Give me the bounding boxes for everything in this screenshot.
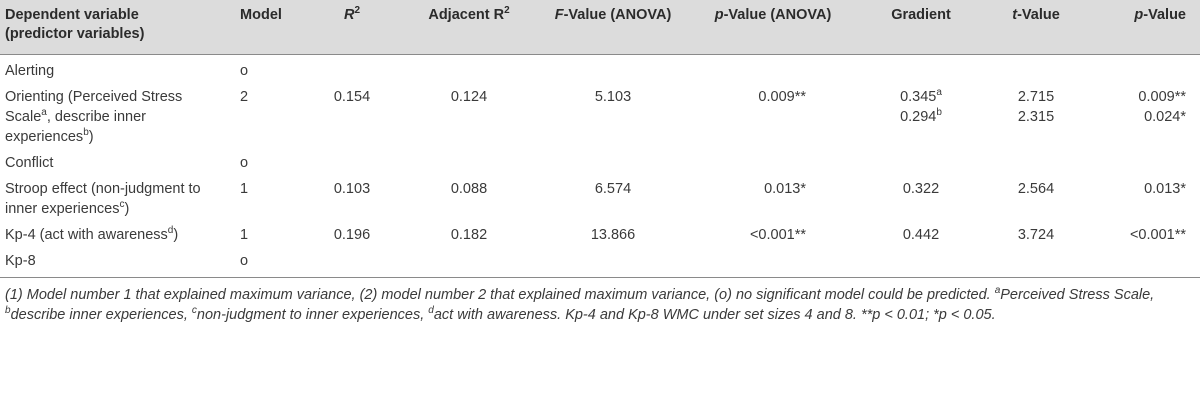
table-row-stroop <box>0 176 1200 222</box>
cell-p <box>1088 84 1200 150</box>
cell-variable-sup-b: b <box>83 127 89 139</box>
cell-p-anova: <0.001** <box>749 227 806 243</box>
cell-variable-sup-a: a <box>41 107 47 119</box>
table-footnote <box>0 278 1200 325</box>
cell-p-anova: 0.013* <box>764 181 806 197</box>
header-dependent-variable <box>0 0 218 55</box>
cell-p-a: 0.009** <box>1138 89 1186 105</box>
cell-t: 2.564 <box>1017 181 1055 197</box>
cell-gradient-b: 0.294 <box>900 109 937 125</box>
table-row-kp8 <box>0 248 1200 278</box>
header-r2 <box>304 0 400 55</box>
cell-p-anova: 0.009** <box>758 89 806 105</box>
header-p-anova-text: -Value (ANOVA) <box>723 7 832 23</box>
footnote-sup-c: c <box>191 304 197 316</box>
header-t-text: -Value <box>1017 7 1060 23</box>
cell-variable: Kp-8 <box>0 248 218 278</box>
cell-model: o <box>240 63 249 79</box>
header-f-value <box>538 0 688 55</box>
cell-model: 1 <box>240 181 249 197</box>
header-model: Model <box>218 0 304 55</box>
footnote-a-text: Perceived Stress Scale, <box>1000 287 1155 303</box>
header-r2-sup: 2 <box>354 5 361 17</box>
cell-p-b: 0.024* <box>1144 109 1186 125</box>
cell-variable-sup: c <box>119 199 125 211</box>
footnote-b-text: describe inner experiences, <box>10 306 192 323</box>
header-p-anova-symbol: p <box>714 7 724 23</box>
cell-gradient: 0.322 <box>902 181 940 197</box>
cell-variable-sup: d <box>167 225 174 237</box>
footnote-sup-b: b <box>5 304 11 316</box>
header-p-text: -Value <box>1143 7 1186 23</box>
cell-variable-text1: Orienting (Perceived Stress Scale <box>5 89 183 125</box>
cell-model: o <box>240 155 249 171</box>
cell-model: o <box>218 248 304 278</box>
table-row-conflict <box>0 150 1200 176</box>
cell-t <box>984 84 1088 150</box>
table-row-kp4 <box>0 222 1200 248</box>
cell-gradient-a: 0.345 <box>900 89 937 105</box>
header-adj-r2-sup: 2 <box>504 5 510 17</box>
cell-adj-r2: 0.182 <box>450 227 488 243</box>
cell-adj-r2: 0.088 <box>450 181 488 197</box>
cell-f: 5.103 <box>594 89 632 105</box>
header-p-symbol: p <box>1134 7 1144 23</box>
footnote-d-text: act with awareness. Kp-4 and Kp-8 WMC under set sizes 4 and 8. **p < 0.01; *p < 0.05. <box>433 306 996 323</box>
header-gradient: Gradient <box>858 0 984 55</box>
cell-adj-r2: 0.124 <box>450 89 488 105</box>
cell-t-b: 2.315 <box>1017 109 1055 125</box>
cell-variable: Alerting <box>5 63 55 79</box>
header-f-symbol: F <box>554 7 564 23</box>
cell-t: 3.724 <box>1017 227 1055 243</box>
footnote-c-text: non-judgment to inner experiences, <box>196 306 429 323</box>
cell-variable <box>0 84 218 150</box>
header-t-symbol: t <box>1012 7 1018 23</box>
cell-t-a: 2.715 <box>1017 89 1055 105</box>
header-adj-r2-text: Adjacent R <box>428 7 505 23</box>
cell-variable <box>0 176 218 222</box>
cell-r2: 0.154 <box>333 89 371 105</box>
cell-model: 2 <box>240 89 249 105</box>
cell-r2: 0.196 <box>333 227 371 243</box>
header-t-value <box>984 0 1088 55</box>
cell-variable-text1: Stroop effect (non-judgment to inner experiences <box>5 181 201 217</box>
header-adjacent-r2 <box>400 0 538 55</box>
table-row-alerting <box>0 55 1200 85</box>
cell-variable-text2: ) <box>173 227 179 243</box>
cell-model: 1 <box>240 227 249 243</box>
table-header-row <box>0 0 1200 55</box>
cell-r2: 0.103 <box>333 181 371 197</box>
footnote-sup-a: a <box>994 285 1001 297</box>
cell-p: 0.013* <box>1144 181 1186 197</box>
cell-variable-text1: Kp-4 (act with awareness <box>5 227 168 243</box>
cell-variable-text2: ) <box>124 201 130 217</box>
cell-gradient-a-sup: a <box>936 87 942 99</box>
footnote-intro: (1) Model number 1 that explained maximum variance, (2) model number 2 that explained maximum variance, (o) no significant model could be predicted. <box>5 287 995 303</box>
cell-variable-text3: ) <box>88 129 94 145</box>
header-dependent-line1: Dependent variable <box>5 7 139 23</box>
cell-gradient: 0.442 <box>902 227 940 243</box>
cell-p: <0.001** <box>1129 227 1186 243</box>
header-r2-symbol: R <box>343 7 355 23</box>
table-row-orienting <box>0 84 1200 150</box>
cell-gradient-b-sup: b <box>936 107 942 119</box>
header-p-value <box>1088 0 1200 55</box>
header-f-text: -Value (ANOVA) <box>563 7 672 23</box>
cell-variable <box>0 222 218 248</box>
footnote-sup-d: d <box>428 304 434 316</box>
cell-variable: Conflict <box>5 155 54 171</box>
header-p-value-anova <box>688 0 858 55</box>
cell-variable-text2: , describe inner experiences <box>5 109 146 145</box>
header-dependent-line2: (predictor variables) <box>5 26 145 42</box>
cell-gradient <box>858 84 984 150</box>
cell-f: 6.574 <box>594 181 632 197</box>
cell-f: 13.866 <box>590 227 636 243</box>
